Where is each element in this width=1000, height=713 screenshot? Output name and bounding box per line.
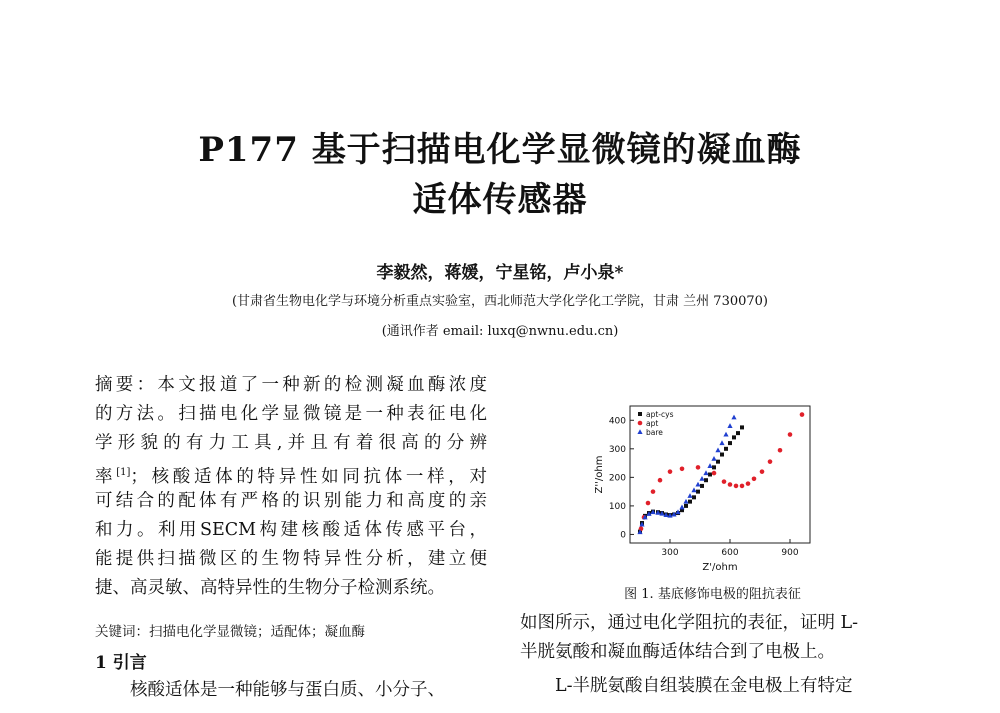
data-point-apt-cys: [700, 484, 704, 488]
data-point-apt-cys: [728, 441, 732, 445]
data-point-bare: [695, 482, 700, 487]
data-point-apt-cys: [716, 460, 720, 464]
data-point-bare: [699, 476, 704, 481]
data-point-apt-cys: [688, 500, 692, 504]
data-point-apt: [646, 501, 651, 506]
paper-title-line2: 适体传感器: [412, 180, 588, 220]
abstract-line: 率: [95, 466, 117, 487]
data-point-apt: [778, 448, 783, 453]
abstract-line: 的方法。扫描电化学显微镜是一种表征电化: [95, 404, 487, 424]
data-point-apt: [658, 478, 663, 483]
intro-line: 核酸适体是一种能够与蛋白质、小分子、: [130, 680, 445, 700]
abstract-line: ；核酸适体的特异性如同抗体一样，对: [130, 466, 488, 487]
abstract-line: 能提供扫描微区的生物特异性分析，建立便: [95, 549, 487, 569]
legend-marker-apt-cys: [638, 412, 642, 416]
data-point-apt-cys: [720, 453, 724, 457]
intro-paragraph: [95, 676, 487, 701]
chart-axes: [594, 406, 810, 573]
data-point-bare: [715, 447, 720, 452]
data-point-bare: [703, 470, 708, 475]
data-point-apt: [734, 484, 739, 489]
data-point-apt: [728, 482, 733, 487]
data-point-apt: [651, 489, 656, 494]
data-point-apt: [639, 526, 644, 531]
data-point-apt: [752, 476, 757, 481]
data-point-apt-cys: [684, 504, 688, 508]
right-paragraph-line1: 如图所示，通过电化学阻抗的表征，证明 L-: [520, 613, 859, 633]
data-point-apt: [696, 465, 701, 470]
y-tick-label: 100: [608, 501, 626, 512]
authors: 李毅然，蒋媛，宁星铭，卢小泉*: [376, 263, 624, 283]
impedance-chart: [590, 398, 820, 578]
data-point-bare: [691, 487, 696, 492]
abstract-line: 可结合的配体有严格的识别能力和高度的亲: [95, 491, 487, 511]
y-tick-label: 0: [620, 530, 626, 541]
data-point-bare: [711, 456, 716, 461]
y-axis-label: Z''/ohm: [594, 455, 605, 494]
legend-label: apt-cys: [646, 410, 674, 419]
paper-title-line1: P177 基于扫描电化学显微镜的凝血酶: [198, 130, 802, 170]
data-point-apt: [722, 479, 727, 484]
data-point-apt: [768, 459, 773, 464]
data-point-bare: [719, 440, 724, 445]
chart-legend: [646, 410, 674, 437]
section-heading: 1 引言: [95, 653, 147, 673]
data-point-bare: [723, 432, 728, 437]
data-point-apt-cys: [696, 490, 700, 494]
legend-label: apt: [646, 419, 659, 428]
data-point-apt: [668, 469, 673, 474]
data-point-bare: [687, 493, 692, 498]
data-point-bare: [727, 423, 732, 428]
legend-marker-bare: [637, 429, 642, 434]
data-point-apt-cys: [724, 447, 728, 451]
data-point-apt-cys: [708, 473, 712, 477]
data-point-bare: [731, 415, 736, 420]
data-point-apt: [740, 484, 745, 489]
abstract: [95, 371, 487, 603]
citation-ref[interactable]: [1]: [116, 467, 131, 478]
data-point-apt-cys: [692, 495, 696, 499]
data-point-apt-cys: [732, 435, 736, 439]
data-point-apt-cys: [712, 465, 716, 469]
right-paragraph-line2: 半胱氨酸和凝血酶适体结合到了电极上。: [520, 642, 835, 662]
data-point-apt: [746, 481, 751, 486]
x-tick-label: 900: [781, 548, 799, 558]
figure-caption: 图 1. 基底修饰电极的阻抗表征: [624, 587, 801, 602]
data-point-bare: [683, 499, 688, 504]
data-point-apt: [800, 412, 805, 417]
data-point-bare: [679, 505, 684, 510]
y-tick-label: 200: [608, 473, 626, 484]
x-axis-label: Z'/ohm: [702, 562, 738, 573]
data-point-apt-cys: [740, 425, 744, 429]
legend-label: bare: [646, 428, 663, 437]
x-tick-label: 600: [721, 548, 739, 558]
affiliation: (甘肃省生物电化学与环境分析重点实验室，西北师范大学化学化工学院，甘肃 兰州 730070): [231, 294, 769, 309]
abstract-line-with-ref: [95, 458, 487, 487]
abstract-line: 和力。利用SECM构建核酸适体传感平台，: [95, 520, 487, 540]
data-point-bare: [707, 463, 712, 468]
right-paragraph-line3: L-半胱氨酸自组装膜在金电极上有特定: [555, 676, 853, 696]
abstract-line: 捷、高灵敏、高特异性的生物分子检测系统。: [95, 578, 445, 598]
abstract-line: 学形貌的有力工具,并且有着很高的分辨: [95, 433, 487, 453]
data-point-apt-cys: [736, 431, 740, 435]
abstract-line: 摘要：本文报道了一种新的检测凝血酶浓度: [95, 375, 487, 395]
correspondence-email: (通讯作者 email: luxq@nwnu.edu.cn): [381, 324, 619, 339]
y-tick-label: 300: [608, 444, 626, 455]
data-point-apt: [760, 469, 765, 474]
data-point-apt-cys: [704, 478, 708, 482]
data-point-apt: [680, 466, 685, 471]
keywords: 关键词：扫描电化学显微镜；适配体；凝血酶: [95, 624, 365, 640]
x-tick-label: 300: [661, 548, 679, 558]
legend-marker-apt: [638, 421, 643, 426]
y-tick-label: 400: [608, 416, 626, 427]
data-point-apt: [788, 432, 793, 437]
data-point-apt: [712, 471, 717, 476]
